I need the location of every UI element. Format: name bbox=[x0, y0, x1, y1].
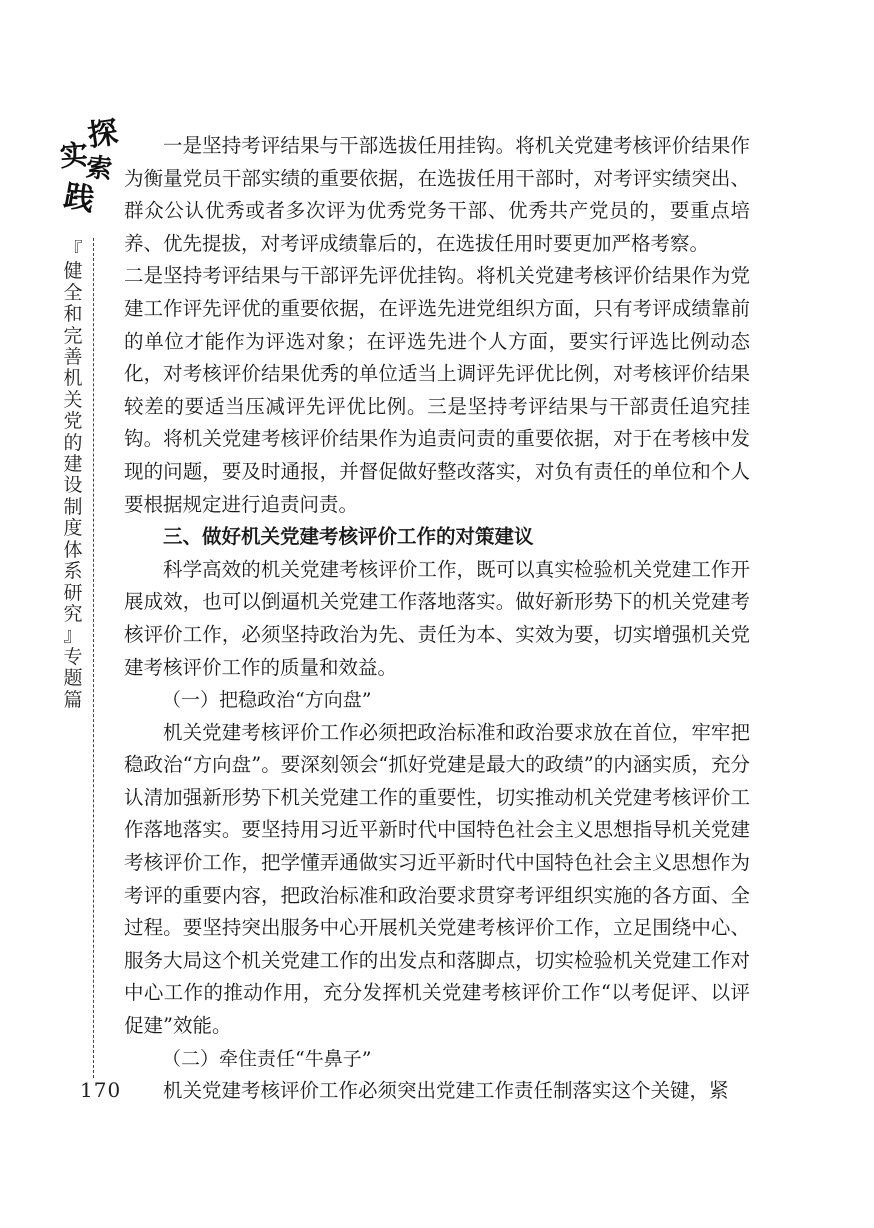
side-title-char: 题 bbox=[63, 667, 83, 690]
subsection-heading: （一）把稳政治“方向盘” bbox=[162, 689, 372, 712]
side-title-char: 关 bbox=[63, 388, 83, 411]
main-body-text bbox=[124, 130, 750, 1108]
side-title-char: 和 bbox=[63, 303, 83, 326]
section-heading: 三、做好机关党建考核评价工作的对策建议 bbox=[163, 525, 534, 549]
side-title-char: 『 bbox=[63, 239, 83, 261]
side-title-char: 研 bbox=[63, 581, 83, 604]
side-title-char: 的 bbox=[63, 431, 83, 454]
side-title-char: 专 bbox=[63, 645, 83, 668]
side-title-char: 究 bbox=[63, 602, 83, 625]
side-title-char: 机 bbox=[63, 367, 83, 390]
side-title-char: 制 bbox=[63, 495, 83, 518]
side-title-char: 系 bbox=[63, 560, 83, 583]
margin-dashed-divider bbox=[93, 238, 94, 1078]
logo-calligraphy bbox=[58, 115, 121, 230]
paragraph: 二是坚持考评结果与干部评先评优挂钩。将机关党建考核评价结果作为党建工作评先评优的重要依据，在评选先进党组织方面，只有考评成绩靠前的单位才能作为评选对象；在评选先进个人方面，要实行评选比例动态化，对考核评价结果优秀的单位适当上调评先评优比例，对考核评价结果较差的要适当压减评先评优比例。三是坚持考评结果与干部责任追究挂钩。将机关党建考核评价结果作为追责问责的重要依据，对于在考核中发现的问题，要及时通报，并督促做好整改落实，对负有责任的单位和个人要根据规定进行追责问责。 bbox=[124, 264, 750, 516]
vertical-section-title bbox=[62, 240, 84, 711]
subsection-heading: （二）牵住责任“牛鼻子” bbox=[162, 1047, 372, 1070]
page-number: 170 bbox=[80, 1078, 122, 1102]
side-title-char: 善 bbox=[63, 346, 83, 369]
side-title-char: 全 bbox=[63, 281, 83, 304]
logo-char: 践 bbox=[61, 178, 97, 219]
side-title-char: 』 bbox=[63, 624, 83, 647]
paragraph: 机关党建考核评价工作必须把政治标准和政治要求放在首位，牢牢把稳政治“方向盘”。要深刻领会“抓好党建是最大的政绩”的内涵实质，充分认清加强新形势下机关党建工作的重要性，切实推动机关党建考核评价工作落地落实。要坚持用习近平新时代中国特色社会主义思想指导机关党建考核评价工作，把学懂弄通做实习近平新时代中国特色社会主义思想作为考评的重要内容，把政治标准和政治要求贯穿考评组织实施的各方面、全过程。要坚持突出服务中心开展机关党建考核评价工作，立足围绕中心、服务大局这个机关党建工作的出发点和落脚点，切实检验机关党建工作对中心工作的推动作用，充分发挥机关党建考核评价工作“以考促评、以评促建”效能。 bbox=[124, 720, 750, 1038]
side-title-char: 体 bbox=[63, 538, 83, 561]
logo-char: 索 bbox=[84, 152, 114, 186]
paragraph: 机关党建考核评价工作必须突出党建工作责任制落实这个关键，紧 bbox=[163, 1079, 729, 1103]
logo-char: 探 bbox=[85, 115, 121, 154]
side-title-char: 建 bbox=[63, 453, 83, 476]
side-title-char: 完 bbox=[63, 324, 83, 347]
side-title-char: 篇 bbox=[63, 688, 83, 711]
side-title-char: 设 bbox=[63, 474, 83, 497]
paragraph: 一是坚持考评结果与干部选拔任用挂钩。将机关党建考核评价结果作为衡量党员干部实绩的重要依据，在选拔任用干部时，对考评实绩突出、群众公认优秀或者多次评为优秀党务干部、优秀共产党员的，要重点培养、优先提拔，对考评成绩靠后的，在选拔任用时要更加严格考察。 bbox=[124, 134, 750, 255]
side-title-char: 健 bbox=[63, 260, 83, 283]
paragraph: 科学高效的机关党建考核评价工作，既可以真实检验机关党建工作开展成效，也可以倒逼机关党建工作落地落实。做好新形势下的机关党建考核评价工作，必须坚持政治为先、责任为本、实效为要，切实增强机关党建考核评价工作的质量和效益。 bbox=[124, 557, 750, 679]
logo-char: 实 bbox=[58, 138, 90, 173]
side-title-char: 度 bbox=[63, 517, 83, 540]
side-title-char: 党 bbox=[63, 410, 83, 433]
